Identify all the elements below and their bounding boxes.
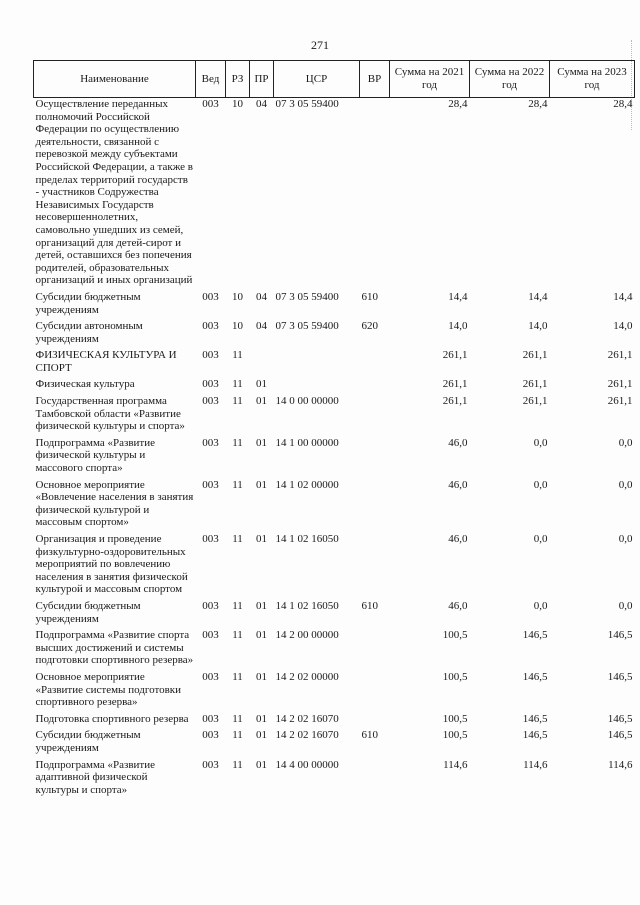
- row-csr: 14 1 02 16050: [275, 533, 339, 545]
- table-row: [34, 475, 635, 529]
- row-vr: [360, 625, 390, 667]
- row-pr: 01: [256, 629, 267, 642]
- row-csr: 07 3 05 59400: [275, 320, 339, 333]
- table-row: [34, 316, 635, 345]
- row-vr: [360, 345, 390, 374]
- row-csr: 14 4 00 00000: [275, 758, 339, 771]
- row-name: Субсидии бюджетным учреждениям: [35, 599, 141, 625]
- row-csr: 14 2 02 16070: [275, 729, 339, 742]
- row-name: Осуществление переданных полномочий Российской Федерации по осуществлению деятельности, связанной с перевозкой между субъектами Российской Федерации, а также в пределах территорий государств - участников Содружества Независимых Государств несовершеннолетних, самовольно ушедших из семей, организаций для детей-сирот и детей, оставшихся без попечения родителей, образовательных организаций и иных организаций: [35, 98, 193, 287]
- row-sum-2023: 0,0: [618, 478, 633, 491]
- row-sum-2022: 261,1: [522, 349, 548, 362]
- row-sum-2021: 28,4: [448, 98, 468, 110]
- row-vr: [360, 475, 390, 529]
- table-row: [34, 667, 635, 709]
- table-row: [34, 596, 635, 625]
- header-csr: ЦСР: [274, 61, 360, 98]
- row-vr: [360, 709, 390, 726]
- row-sum-2021: 46,0: [448, 533, 468, 545]
- row-ved: 003: [202, 670, 219, 683]
- header-name: Наименование: [34, 61, 196, 98]
- row-name: Подготовка спортивного резерва: [35, 712, 189, 725]
- row-sum-2021: 46,0: [448, 478, 468, 491]
- row-ved: 003: [202, 320, 219, 333]
- row-rz: 10: [232, 98, 243, 110]
- row-sum-2021: 100,5: [442, 670, 468, 683]
- row-sum-2022: 146,5: [522, 629, 548, 642]
- row-rz: 11: [232, 629, 243, 642]
- row-name: Подпрограмма «Развитие спорта высших достижений и системы подготовки спортивного резерва»: [35, 629, 194, 667]
- row-sum-2021: 261,1: [442, 349, 468, 362]
- row-sum-2022: 28,4: [528, 98, 548, 110]
- row-sum-2022: 0,0: [533, 599, 548, 612]
- row-pr: 04: [256, 290, 267, 303]
- row-sum-2021: 14,0: [448, 320, 468, 333]
- row-csr: 07 3 05 59400: [275, 290, 339, 303]
- row-pr: 01: [256, 712, 267, 725]
- row-pr: 01: [256, 729, 267, 742]
- row-sum-2022: 146,5: [522, 729, 548, 742]
- row-sum-2023: 146,5: [607, 729, 633, 742]
- row-rz: 11: [232, 349, 243, 362]
- row-sum-2023: 14,4: [613, 290, 633, 303]
- row-sum-2023: 146,5: [607, 670, 633, 683]
- row-name: Физическая культура: [35, 378, 135, 391]
- row-sum-2021: 14,4: [448, 290, 468, 303]
- row-name: Субсидии бюджетным учреждениям: [35, 290, 141, 316]
- row-vr: [360, 433, 390, 475]
- row-sum-2023: 261,1: [607, 349, 633, 362]
- row-rz: 11: [232, 729, 243, 742]
- row-name: Субсидии автономным учреждениям: [35, 320, 143, 345]
- row-sum-2022: 0,0: [533, 436, 548, 449]
- row-csr: [274, 345, 360, 374]
- row-sum-2022: 261,1: [522, 378, 548, 391]
- row-pr: 01: [256, 436, 267, 449]
- row-rz: 11: [232, 378, 243, 391]
- row-vr: 610: [361, 599, 378, 612]
- row-vr: [360, 667, 390, 709]
- header-rz: РЗ: [226, 61, 250, 98]
- row-rz: 11: [232, 599, 243, 612]
- row-sum-2023: 261,1: [607, 395, 633, 408]
- row-ved: 003: [202, 349, 219, 362]
- row-ved: 003: [202, 436, 219, 449]
- row-sum-2021: 114,6: [443, 758, 468, 771]
- row-rz: 11: [232, 712, 243, 725]
- row-ved: 003: [202, 378, 219, 391]
- row-name: Подпрограмма «Развитие адаптивной физической культуры и спорта»: [35, 758, 155, 796]
- row-sum-2022: 0,0: [533, 533, 548, 545]
- row-ved: 003: [202, 478, 219, 491]
- row-sum-2022: 0,0: [533, 478, 548, 491]
- header-vr: ВР: [360, 61, 390, 98]
- row-rz: 11: [232, 436, 243, 449]
- row-sum-2021: 46,0: [448, 599, 468, 612]
- row-sum-2021: 261,1: [442, 378, 468, 391]
- row-vr: 620: [361, 320, 378, 333]
- row-ved: 003: [202, 729, 219, 742]
- row-ved: 003: [202, 290, 219, 303]
- table-row: [34, 391, 635, 433]
- row-pr: 01: [256, 378, 267, 391]
- row-pr: 01: [256, 758, 267, 771]
- row-sum-2021: 261,1: [442, 395, 468, 408]
- row-sum-2021: 100,5: [442, 629, 468, 642]
- row-ved: 003: [202, 98, 219, 110]
- table-header-row: [34, 61, 635, 98]
- row-sum-2022: 261,1: [522, 395, 548, 408]
- row-ved: 003: [202, 395, 219, 408]
- row-sum-2023: 0,0: [618, 599, 633, 612]
- header-ved: Вед: [196, 61, 226, 98]
- row-pr: 01: [256, 670, 267, 683]
- row-vr: [360, 755, 390, 797]
- row-ved: 003: [202, 758, 219, 771]
- table-row: [34, 287, 635, 316]
- row-sum-2021: 100,5: [442, 729, 468, 742]
- row-vr: [360, 374, 390, 391]
- row-rz: 11: [232, 533, 243, 545]
- row-rz: 10: [232, 320, 243, 333]
- row-name: Подпрограмма «Развитие физической культуры и массового спорта»: [35, 436, 155, 475]
- table-row: [34, 529, 635, 596]
- row-sum-2023: 14,0: [613, 320, 633, 333]
- header-pr: ПР: [250, 61, 274, 98]
- row-sum-2023: 0,0: [618, 436, 633, 449]
- row-pr: 01: [256, 395, 267, 408]
- row-sum-2022: 146,5: [522, 712, 548, 725]
- row-sum-2022: 14,4: [528, 290, 548, 303]
- row-rz: 11: [232, 478, 243, 491]
- page-number: 271: [311, 38, 329, 52]
- row-name: Государственная программа Тамбовской области «Развитие физической культуры и спорта»: [35, 395, 185, 433]
- row-rz: 11: [232, 670, 243, 683]
- table-row: [34, 709, 635, 726]
- row-csr: 14 2 00 00000: [275, 629, 339, 642]
- header-sum-2023: Сумма на 2023 год: [550, 61, 635, 98]
- row-sum-2022: 146,5: [522, 670, 548, 683]
- row-ved: 003: [202, 629, 219, 642]
- row-sum-2021: 100,5: [442, 712, 468, 725]
- row-name: ФИЗИЧЕСКАЯ КУЛЬТУРА И СПОРТ: [35, 349, 177, 374]
- row-sum-2023: 114,6: [608, 758, 633, 771]
- budget-table: [33, 60, 635, 796]
- table-row: [34, 433, 635, 475]
- row-sum-2023: 261,1: [607, 378, 633, 391]
- row-name: Организация и проведение физкультурно-оздоровительных мероприятий по вовлечению населения в занятия физической культурой и массовым спортом: [35, 533, 188, 596]
- header-sum-2022: Сумма на 2022 год: [470, 61, 550, 98]
- row-csr: 14 1 02 16050: [275, 599, 339, 612]
- row-sum-2023: 0,0: [618, 533, 633, 545]
- row-csr: 14 2 02 00000: [275, 670, 339, 683]
- table-row: [34, 625, 635, 667]
- row-pr: 04: [256, 98, 267, 110]
- row-ved: 003: [202, 599, 219, 612]
- row-pr: 01: [256, 533, 267, 545]
- row-vr: [360, 529, 390, 596]
- row-sum-2023: 146,5: [607, 712, 633, 725]
- row-sum-2021: 46,0: [448, 436, 468, 449]
- row-vr: 610: [361, 290, 378, 303]
- row-rz: 11: [232, 395, 243, 408]
- row-pr: 04: [256, 320, 267, 333]
- row-pr: 01: [256, 478, 267, 491]
- row-csr: 14 1 00 00000: [275, 436, 339, 449]
- row-name: Основное мероприятие «Развитие системы подготовки спортивного резерва»: [35, 670, 182, 709]
- row-name: Основное мероприятие «Вовлечение населения в занятия физической культурой и массовым спортом»: [35, 478, 194, 529]
- row-vr: 610: [361, 729, 378, 742]
- row-csr: 14 2 02 16070: [275, 712, 339, 725]
- row-sum-2022: 114,6: [523, 758, 548, 771]
- row-name: Субсидии бюджетным учреждениям: [35, 729, 141, 754]
- table-row: [34, 755, 635, 797]
- table-row: [34, 374, 635, 391]
- row-ved: 003: [202, 533, 219, 545]
- row-csr: [274, 374, 360, 391]
- row-ved: 003: [202, 712, 219, 725]
- table-body: [34, 98, 635, 797]
- row-sum-2023: 146,5: [607, 629, 633, 642]
- row-pr: [250, 345, 274, 374]
- table-row: [34, 345, 635, 374]
- row-vr: [360, 391, 390, 433]
- row-csr: 14 0 00 00000: [275, 395, 339, 408]
- row-csr: 14 1 02 00000: [275, 478, 339, 491]
- row-vr: [360, 98, 390, 287]
- row-rz: 10: [232, 290, 243, 303]
- table-row: [34, 98, 635, 287]
- row-pr: 01: [256, 599, 267, 612]
- table-row: [34, 725, 635, 754]
- row-rz: 11: [232, 758, 243, 771]
- row-csr: 07 3 05 59400: [275, 98, 339, 110]
- header-sum-2021: Сумма на 2021 год: [390, 61, 470, 98]
- row-sum-2022: 14,0: [528, 320, 548, 333]
- row-sum-2023: 28,4: [613, 98, 633, 110]
